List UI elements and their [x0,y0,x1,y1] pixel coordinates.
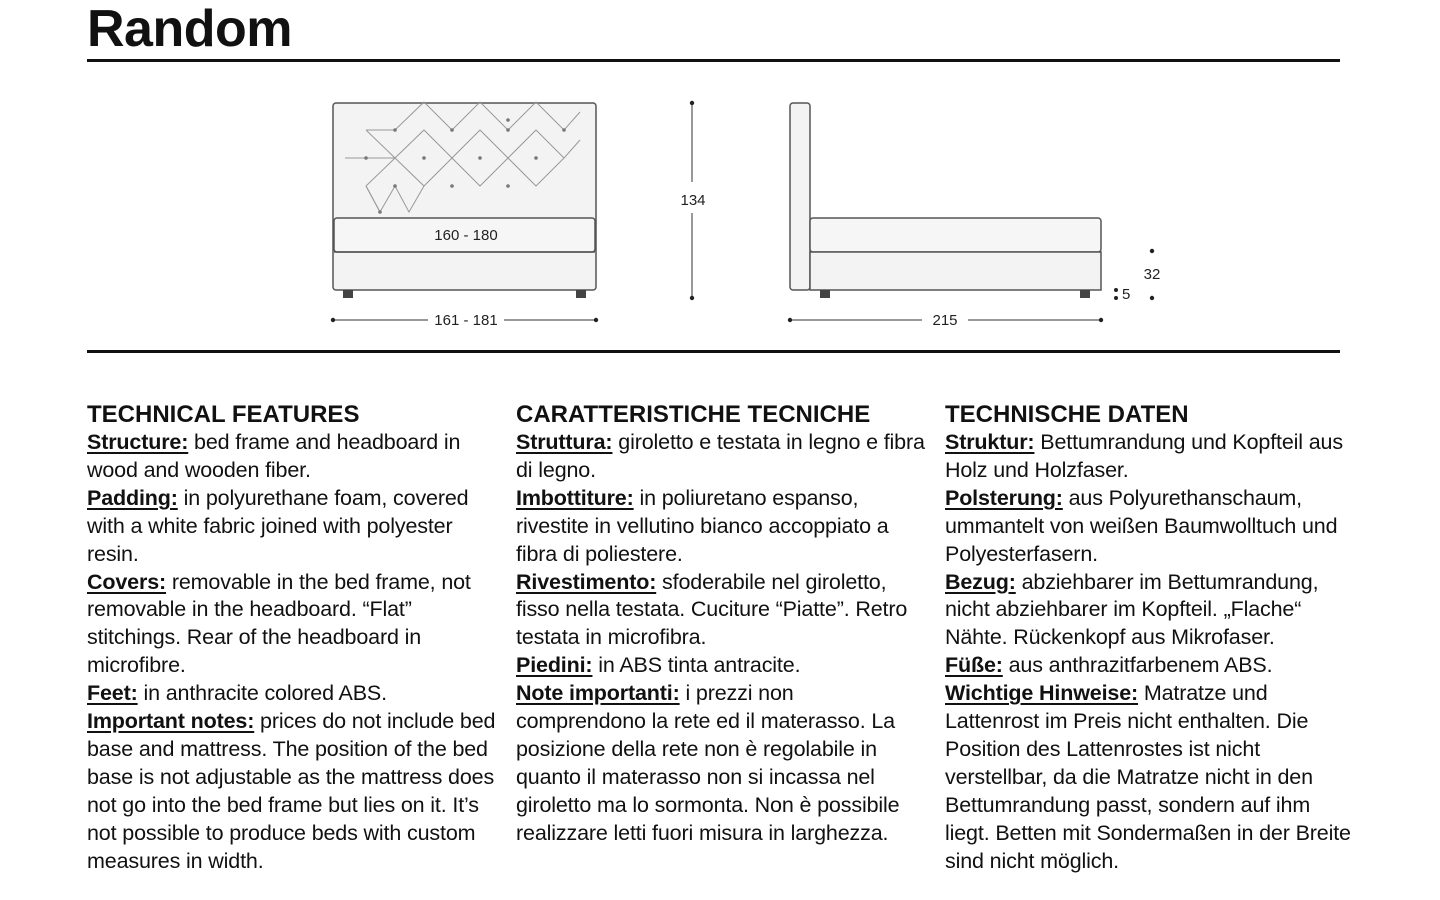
spec-paragraph [516,485,926,569]
spec-paragraph [945,680,1355,875]
spec-text: sfoderabile nel giroletto, fisso nella testata. Cuciture “Piatte”. Retro testata in microfibra. [516,569,908,650]
spec-text: in anthracite colored ABS. [137,681,387,706]
spec-label: Covers: [87,569,167,594]
spec-label: Struktur: [945,430,1035,454]
spec-paragraph [516,652,926,680]
page-title: Random [87,0,292,58]
spec-label: Piedini: [516,653,593,678]
dim-side-length: 215 [932,312,958,329]
technical-features-it [516,400,926,848]
side-foot-right [1080,290,1090,298]
spec-paragraph [945,652,1355,680]
spec-text: i prezzi non comprendono la rete ed il materasso. La posizione della rete non è regolabile in quanto il materasso non si incassa nel giroletto ma lo sormonta. Non è possibile realizzare letti fuori misura in larghezza. [516,681,900,845]
spec-paragraph [945,429,1355,485]
spec-paragraph [87,429,497,485]
spec-text: abziehbarer im Bettumrandung, nicht abziehbarer im Kopfteil. „Flache“ Nähte. Rückenkopf aus Mikrofaser. [945,569,1319,650]
spec-label: Struttura: [516,430,613,454]
spec-text: prices do not include bed base and mattress. The position of the bed base is not adjustable as the mattress does not go into the bed frame but lies on it. It’s not possible to produce beds with custom measures in width. [87,709,496,873]
spec-text: in ABS tinta antracite. [592,653,801,678]
side-mattress [810,218,1101,252]
side-foot-left [820,290,830,298]
front-foot-right [576,290,586,298]
spec-text: Bettumrandung und Kopfteil aus Holz und Holzfaser. [945,430,1343,482]
column-heading: CARATTERISTICHE TECNICHE [516,401,871,428]
column-heading: TECHNISCHE DATEN [945,401,1189,428]
side-view [790,103,1101,298]
spec-label: Note importanti: [516,681,680,706]
spec-paragraph [516,680,926,847]
spec-paragraph [87,680,497,708]
spec-text: Matratze und Lattenrost im Preis nicht enthalten. Die Position des Lattenrostes ist nicht verstellbar, da die Matratze nicht in den Bettumrandung passt, sondern auf ihm liegt. Betten mit Sondermaßen in der Breite sind nicht möglich. [945,681,1351,873]
spec-text: in poliuretano espanso, rivestite in vellutino bianco accoppiato a fibra di poliestere. [516,485,889,566]
front-view [333,103,596,298]
spec-paragraph [945,485,1355,569]
spec-paragraph [516,429,926,485]
side-headboard [790,103,810,290]
spec-label: Important notes: [87,709,255,734]
spec-text: removable in the bed frame, not removable in the headboard. “Flat” stitchings. Rear of the headboard in microfibre. [87,569,471,678]
spec-text: aus anthrazitfarbenem ABS. [1002,653,1273,678]
side-frame [810,252,1101,290]
spec-label: Füße: [945,653,1003,678]
spec-paragraph [87,569,497,681]
technical-features-en [87,400,497,876]
dim-foot-height: 5 [1122,286,1131,303]
technical-features-de [945,400,1355,876]
dim-height: 134 [680,192,706,209]
spec-label: Bezug: [945,569,1016,594]
front-headboard [333,103,596,290]
bed-technical-drawing [0,0,1440,360]
dim-front-outer-width: 161 - 181 [434,312,498,329]
spec-text: in polyurethane foam, covered with a white fabric joined with polyester resin. [87,485,469,566]
dim-front-inner-width: 160 - 180 [434,227,498,244]
spec-text: aus Polyurethanschaum, ummantelt von weißen Baumwolltuch und Polyesterfasern. [945,485,1338,566]
spec-paragraph [945,569,1355,653]
spec-text: bed frame and headboard in wood and wooden fiber. [87,430,461,482]
spec-label: Polsterung: [945,485,1063,510]
spec-label: Feet: [87,681,138,706]
column-heading: TECHNICAL FEATURES [87,401,360,428]
spec-paragraph [516,569,926,653]
spec-label: Imbottiture: [516,485,634,510]
spec-label: Rivestimento: [516,569,657,594]
spec-label: Structure: [87,430,189,454]
middle-divider [87,350,1340,353]
spec-text: giroletto e testata in legno e fibra di legno. [516,430,925,482]
spec-paragraph [87,708,497,875]
spec-paragraph [87,485,497,569]
spec-label: Wichtige Hinweise: [945,681,1139,706]
dim-bed-height: 32 [1143,266,1161,283]
spec-label: Padding: [87,485,178,510]
front-foot-left [343,290,353,298]
